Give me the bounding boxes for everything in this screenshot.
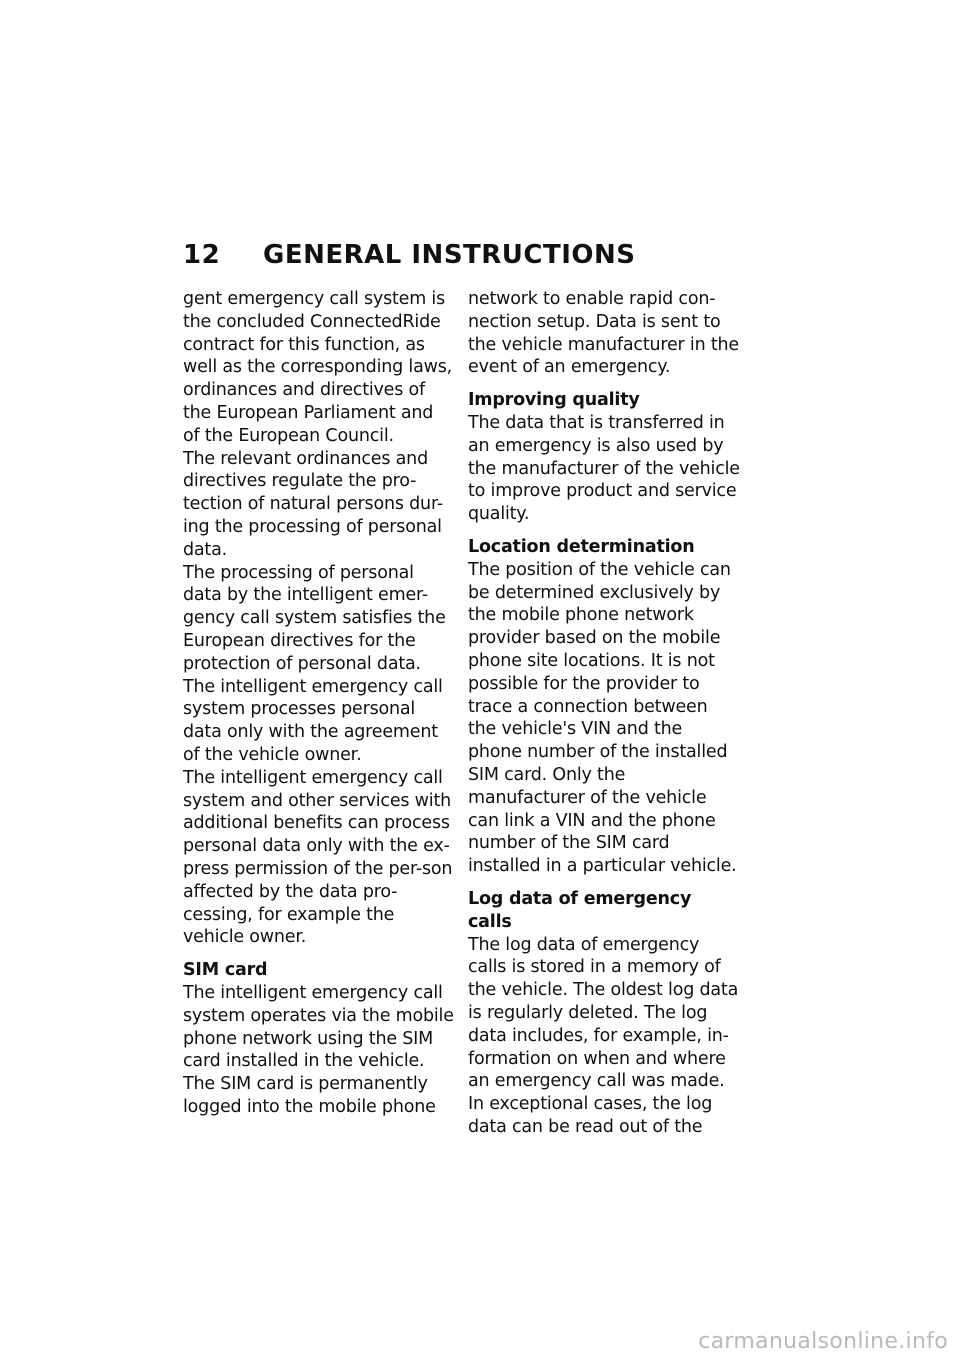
paragraph: The log data of emergency calls is stored in a memory of the vehicle. The oldest log data is regularly deleted. The log data includes, for example, in-formation on when and where an emergency call was made. xyxy=(468,934,739,1092)
section-title: GENERAL INSTRUCTIONS xyxy=(263,240,636,270)
watermark: carmanualsonline.info xyxy=(698,1329,948,1354)
log-data-heading: Log data of emergency calls xyxy=(468,888,692,932)
paragraph: The intelligent emergency call system operates via the mobile phone network using the SIM card installed in the vehicle. xyxy=(183,982,454,1072)
paragraph: The position of the vehicle can be determined exclusively by the mobile phone network provider based on the mobile phone site locations. It is not possible for the provider to trace a connection between the vehicle's VIN and the phone number of the installed SIM card. Only the manufacturer of the vehicle can link a VIN and the phone number of the SIM card installed in a particular vehicle. xyxy=(468,559,737,877)
paragraph: The intelligent emergency call system processes personal data only with the agreement of the vehicle owner. xyxy=(183,676,443,765)
paragraph: The relevant ordinances and directives regulate the pro-tection of natural persons dur-ing the processing of personal data. xyxy=(183,448,443,560)
paragraph: network to enable rapid con-nection setup. Data is sent to the vehicle manufacturer in the event of an emergency. xyxy=(468,289,739,378)
improving-quality-heading: Improving quality xyxy=(468,390,640,411)
sim-card-heading: SIM card xyxy=(183,960,268,981)
paragraph: The SIM card is permanently logged into the mobile phone xyxy=(183,1074,436,1117)
page-number: 12 xyxy=(183,240,221,270)
location-determination-heading: Location determination xyxy=(468,536,695,557)
right-column xyxy=(468,288,740,1139)
paragraph: In exceptional cases, the log data can be read out of the xyxy=(468,1094,713,1137)
paragraph: The data that is transferred in an emergency is also used by the manufacturer of the vehicle to improve product and service quality. xyxy=(468,412,740,525)
paragraph: gent emergency call system is the concluded ConnectedRide contract for this function, as well as the corresponding laws, ordinances and directives of the European Parliament and of the European Council. xyxy=(183,289,452,446)
left-column xyxy=(183,288,455,1119)
page-header xyxy=(183,240,636,270)
paragraph: The intelligent emergency call system and other services with additional benefits can process personal data only with the ex-press permission of the per-son affected by the data pro-cessing, for example the vehicle owner. xyxy=(183,767,453,948)
paragraph: The processing of personal data by the intelligent emer-gency call system satisfies the European directives for the protection of personal data. xyxy=(183,562,446,674)
